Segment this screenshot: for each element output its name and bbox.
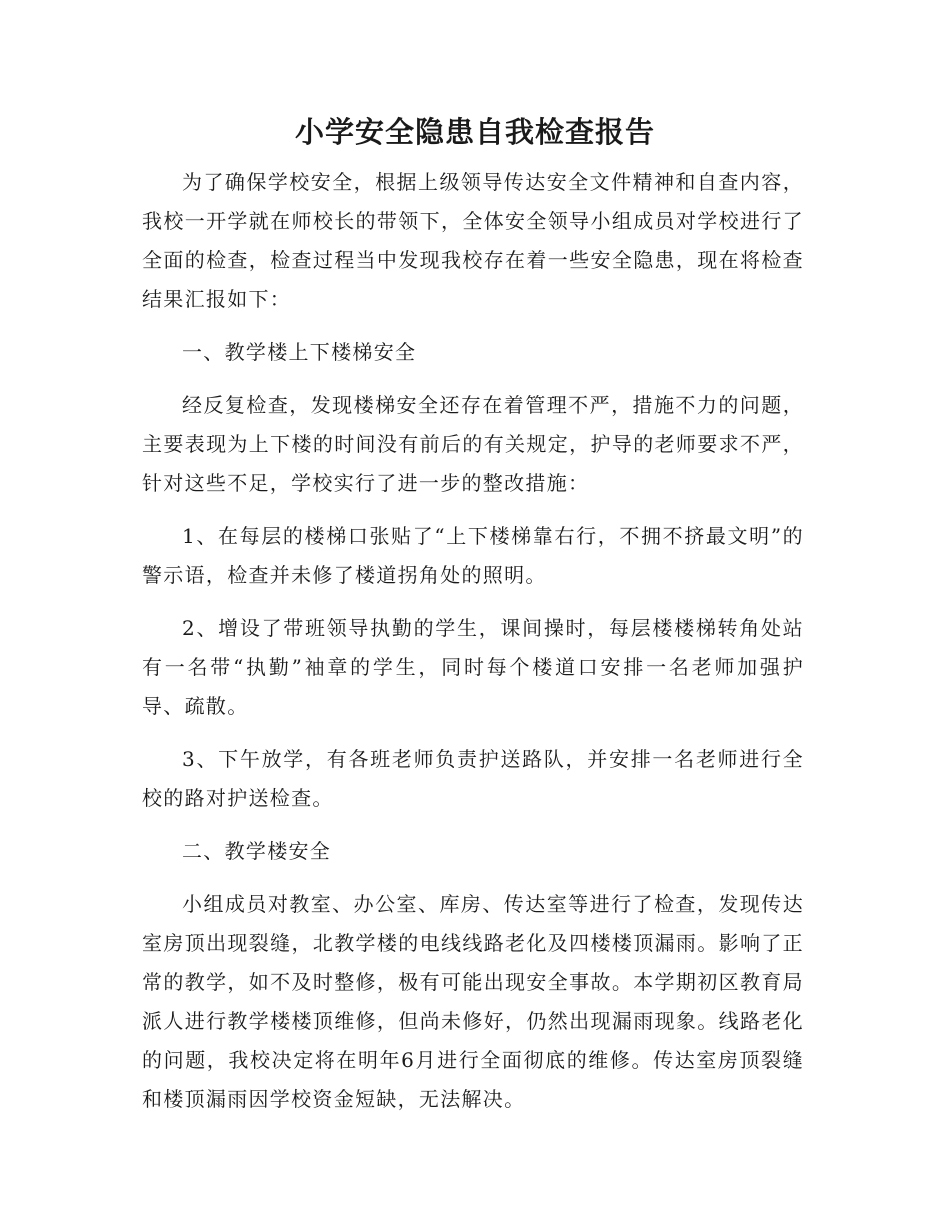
measure-item-1: 1、在每层的楼梯口张贴了“上下楼梯靠右行，不拥不挤最文明”的警示语，检查并未修了楼道拐角处的照明。 (142, 524, 804, 587)
document-title: 小学安全隐患自我检查报告 (294, 115, 655, 149)
section-heading-stairs: 一、教学楼上下楼梯安全 (182, 340, 417, 364)
document-body (142, 163, 804, 1133)
measure-item-3: 3、下午放学，有各班老师负责护送路队，并安排一名老师进行全校的路对护送检查。 (142, 747, 804, 810)
building-findings-paragraph: 小组成员对教室、办公室、库房、传达室等进行了检查，发现传达室房顶出现裂缝，北教学楼的电线线路老化及四楼楼顶漏雨。影响了正常的教学，如不及时整修，极有可能出现安全事故。本学期初区教育局派人进行教学楼楼顶维修，但尚未修好，仍然出现漏雨现象。线路老化的问题，我校决定将在明年6月进行全面彻底的维修。传达室房顶裂缝和楼顶漏雨因学校资金短缺，无法解决。 (142, 892, 804, 1111)
measure-item-2: 2、增设了带班领导执勤的学生，课间操时，每层楼楼梯转角处站有一名带“执勤”袖章的学生，同时每个楼道口安排一名老师加强护导、疏散。 (142, 616, 804, 718)
section-heading-building: 二、教学楼安全 (182, 839, 332, 863)
stairs-findings-paragraph: 经反复检查，发现楼梯安全还存在着管理不严，措施不力的问题，主要表现为上下楼的时间没有前后的有关规定，护导的老师要求不严，针对这些不足，学校实行了进一步的整改措施： (142, 393, 804, 495)
intro-paragraph: 为了确保学校安全，根据上级领导传达安全文件精神和自查内容，我校一开学就在师校长的带领下，全体安全领导小组成员对学校进行了全面的检查，检查过程当中发现我校存在着一些安全隐患，现在将检查结果汇报如下： (142, 170, 804, 311)
